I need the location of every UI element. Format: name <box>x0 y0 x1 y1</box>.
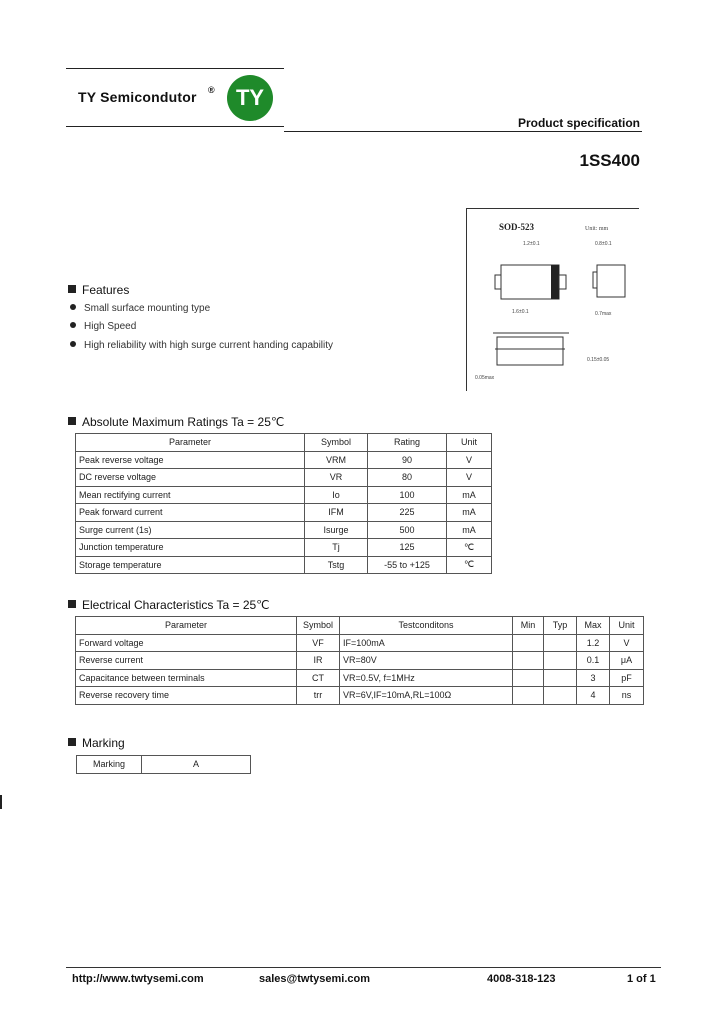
registered-mark: ® <box>208 85 215 95</box>
cell-rating: 90 <box>368 451 447 469</box>
header-right-rule <box>284 131 642 132</box>
cell-parameter: Surge current (1s) <box>76 521 305 539</box>
footer-phone: 4008-318-123 <box>487 973 556 985</box>
cell-symbol: VF <box>297 634 340 652</box>
footer-email[interactable]: sales@twtysemi.com <box>259 973 370 985</box>
abs-max-title <box>68 415 284 429</box>
marking-title-text: Marking <box>82 736 125 750</box>
cell-parameter: Forward voltage <box>76 634 297 652</box>
cell-symbol: Isurge <box>305 521 368 539</box>
cell-symbol: VRM <box>305 451 368 469</box>
cell-parameter: Junction temperature <box>76 539 305 557</box>
cell-parameter: Capacitance between terminals <box>76 669 297 687</box>
cell-min <box>513 634 544 652</box>
feature-text: Small surface mounting type <box>84 303 211 314</box>
cell-unit: pF <box>610 669 644 687</box>
package-unit: Unit: mm <box>585 226 609 232</box>
side-lead <box>593 272 597 288</box>
elec-char-title-text: Electrical Characteristics Ta = 25℃ <box>82 598 270 612</box>
cell-max: 3 <box>577 669 610 687</box>
cell-rating: -55 to +125 <box>368 556 447 574</box>
product-specification: Product specification <box>517 116 640 130</box>
features-title <box>68 283 129 297</box>
feature-item <box>70 321 136 332</box>
abs-max-table <box>75 433 492 574</box>
cell-typ <box>544 652 577 670</box>
col-header: Parameter <box>76 434 305 452</box>
company-name: TY Semicondutor <box>78 89 197 105</box>
table-row <box>76 486 492 504</box>
col-header: Typ <box>544 617 577 635</box>
col-header: Unit <box>610 617 644 635</box>
package-name: SOD-523 <box>499 222 535 232</box>
feature-item <box>70 340 333 351</box>
lead-right <box>559 275 566 289</box>
lead-left <box>495 275 501 289</box>
cell-conditions: IF=100mA <box>340 634 513 652</box>
cell-max: 1.2 <box>577 634 610 652</box>
cell-unit: ns <box>610 687 644 705</box>
cell-symbol: CT <box>297 669 340 687</box>
cathode-band <box>551 265 559 299</box>
part-number: 1SS400 <box>579 151 640 170</box>
cell-symbol: Tstg <box>305 556 368 574</box>
table-row <box>76 521 492 539</box>
bullet-square-icon <box>68 285 76 293</box>
col-header: Symbol <box>297 617 340 635</box>
cell-symbol: Tj <box>305 539 368 557</box>
cell-parameter: Storage temperature <box>76 556 305 574</box>
table-row <box>76 539 492 557</box>
cell-unit: ℃ <box>447 539 492 557</box>
cell-parameter: DC reverse voltage <box>76 469 305 487</box>
cell-symbol: Io <box>305 486 368 504</box>
package-drawing-svg <box>467 209 639 391</box>
cell-unit: mA <box>447 486 492 504</box>
dim-5: 0.7max <box>595 311 612 317</box>
table-row <box>76 469 492 487</box>
table-header-row <box>76 434 492 452</box>
header-top-rule <box>66 68 284 69</box>
marking-title <box>68 736 125 750</box>
cell-unit: mA <box>447 504 492 522</box>
cell-unit: V <box>447 469 492 487</box>
table-row <box>76 556 492 574</box>
table-row <box>76 451 492 469</box>
col-header: Rating <box>368 434 447 452</box>
bullet-dot-icon <box>70 304 76 310</box>
company-logo: TY <box>227 75 273 121</box>
table-row <box>76 687 644 705</box>
cell-parameter: Reverse current <box>76 652 297 670</box>
elec-char-title <box>68 598 270 612</box>
marking-label: Marking <box>77 756 142 774</box>
cell-symbol: IR <box>297 652 340 670</box>
cell-typ <box>544 669 577 687</box>
cell-unit: V <box>447 451 492 469</box>
col-header: Min <box>513 617 544 635</box>
elec-char-table <box>75 616 644 705</box>
dim-2: 0.8±0.1 <box>595 241 612 247</box>
cell-rating: 125 <box>368 539 447 557</box>
package-body-end <box>497 337 563 365</box>
cell-max: 0.1 <box>577 652 610 670</box>
table-row <box>76 634 644 652</box>
feature-text: High reliability with high surge current handing capability <box>84 340 334 351</box>
bullet-dot-icon <box>70 322 76 328</box>
cell-typ <box>544 687 577 705</box>
cell-unit: mA <box>447 521 492 539</box>
footer-rule <box>66 967 661 968</box>
cell-min <box>513 652 544 670</box>
cell-unit: ℃ <box>447 556 492 574</box>
col-header: Parameter <box>76 617 297 635</box>
cell-rating: 225 <box>368 504 447 522</box>
col-header: Max <box>577 617 610 635</box>
cell-rating: 80 <box>368 469 447 487</box>
col-header: Unit <box>447 434 492 452</box>
cell-conditions: VR=6V,IF=10mA,RL=100Ω <box>340 687 513 705</box>
cell-unit: V <box>610 634 644 652</box>
cell-conditions: VR=0.5V, f=1MHz <box>340 669 513 687</box>
cell-rating: 500 <box>368 521 447 539</box>
cell-parameter: Peak reverse voltage <box>76 451 305 469</box>
col-header: Testconditons <box>340 617 513 635</box>
cell-parameter: Mean rectifying current <box>76 486 305 504</box>
footer-website[interactable]: http://www.twtysemi.com <box>72 973 204 985</box>
dim-7: 0.05max <box>475 375 495 381</box>
features-title-text: Features <box>82 283 130 297</box>
cell-max: 4 <box>577 687 610 705</box>
table-row <box>76 504 492 522</box>
marking-value: A <box>142 756 251 774</box>
footer-page-number: 1 of 1 <box>627 973 656 985</box>
bullet-square-icon <box>68 738 76 746</box>
feature-item <box>70 303 210 314</box>
marking-table <box>76 755 251 774</box>
cell-symbol: IFM <box>305 504 368 522</box>
cell-unit: μA <box>610 652 644 670</box>
table-row <box>77 756 251 774</box>
package-body-side <box>597 265 625 297</box>
bullet-square-icon <box>68 417 76 425</box>
cell-min <box>513 669 544 687</box>
cell-min <box>513 687 544 705</box>
cell-symbol: VR <box>305 469 368 487</box>
abs-max-title-text: Absolute Maximum Ratings Ta = 25℃ <box>82 415 285 429</box>
cell-parameter: Reverse recovery time <box>76 687 297 705</box>
package-outline-drawing <box>466 208 639 391</box>
table-header-row <box>76 617 644 635</box>
bullet-square-icon <box>68 600 76 608</box>
package-body-top <box>501 265 559 299</box>
table-row <box>76 669 644 687</box>
dim-4: 1.6±0.1 <box>512 309 529 315</box>
col-header: Symbol <box>305 434 368 452</box>
dim-6: 0.15±0.05 <box>587 357 610 363</box>
cell-conditions: VR=80V <box>340 652 513 670</box>
cell-typ <box>544 634 577 652</box>
margin-mark <box>0 795 2 809</box>
cell-rating: 100 <box>368 486 447 504</box>
dim-1: 1.2±0.1 <box>523 241 540 247</box>
cell-symbol: trr <box>297 687 340 705</box>
bullet-dot-icon <box>70 341 76 347</box>
feature-text: High Speed <box>84 321 137 332</box>
cell-parameter: Peak forward current <box>76 504 305 522</box>
table-row <box>76 652 644 670</box>
header-mid-rule <box>66 126 284 127</box>
